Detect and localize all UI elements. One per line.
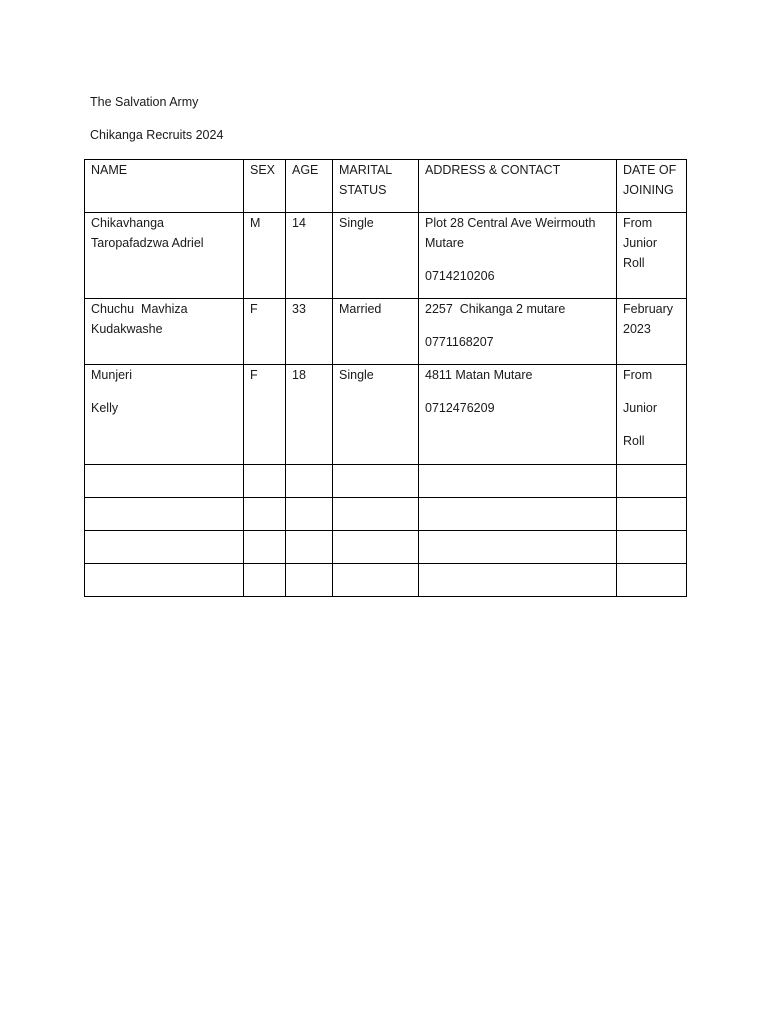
header-age: [286, 160, 333, 213]
header-date-line-1: DATE OF: [623, 163, 677, 177]
cell-sex: [244, 365, 286, 465]
empty-cell: [85, 465, 244, 498]
cell-name: [85, 213, 244, 299]
cell-sex: [244, 213, 286, 299]
marital-value: Single: [339, 216, 374, 230]
empty-cell: [85, 531, 244, 564]
age-value: 18: [292, 368, 306, 382]
empty-cell: [333, 465, 419, 498]
address-line: 2257 Chikanga 2 mutare: [425, 302, 566, 316]
date-line: From: [623, 368, 653, 382]
empty-table-row: [85, 465, 687, 498]
address-line: Mutare: [425, 236, 464, 250]
empty-cell: [286, 531, 333, 564]
date-line: 2023: [623, 322, 651, 336]
empty-cell: [419, 564, 617, 597]
header-sex: [244, 160, 286, 213]
table-row: [85, 299, 687, 365]
name-line: Munjeri: [91, 368, 132, 382]
cell-marital-status: [333, 365, 419, 465]
age-value: 33: [292, 302, 306, 316]
empty-cell: [85, 564, 244, 597]
cell-sex: [244, 299, 286, 365]
header-marital-line-2: STATUS: [339, 183, 387, 197]
age-value: 14: [292, 216, 306, 230]
cell-date-of-joining: [617, 213, 687, 299]
header-name: [85, 160, 244, 213]
marital-value: Single: [339, 368, 374, 382]
header-marital-status: [333, 160, 419, 213]
name-line: Taropafadzwa Adriel: [91, 236, 204, 250]
cell-address-contact: [419, 365, 617, 465]
empty-cell: [617, 498, 687, 531]
empty-cell: [333, 498, 419, 531]
empty-table-row: [85, 531, 687, 564]
address-paragraph: [425, 299, 611, 319]
header-date-of-joining: [617, 160, 687, 213]
address-paragraph: [425, 213, 611, 253]
date-line: Roll: [623, 434, 645, 448]
date-line: Junior: [623, 236, 658, 250]
empty-cell: [286, 498, 333, 531]
empty-cell: [286, 465, 333, 498]
header-date-line-2: JOINING: [623, 183, 674, 197]
date-line: From: [623, 216, 653, 230]
name-line: Chikavhanga: [91, 216, 164, 230]
sex-value: M: [250, 216, 261, 230]
cell-marital-status: [333, 213, 419, 299]
table-header-row: [85, 160, 687, 213]
table-row: [85, 365, 687, 465]
cell-name: [85, 365, 244, 465]
empty-cell: [286, 564, 333, 597]
contact-number: 0771168207: [425, 335, 494, 349]
empty-cell: [85, 498, 244, 531]
sex-value: F: [250, 368, 258, 382]
cell-date-of-joining: [617, 365, 687, 465]
empty-cell: [419, 498, 617, 531]
empty-cell: [244, 465, 286, 498]
empty-cell: [617, 564, 687, 597]
cell-age: [286, 365, 333, 465]
header-address-contact: [419, 160, 617, 213]
header-sex-label: SEX: [250, 163, 276, 177]
recruits-table: [84, 159, 687, 597]
cell-address-contact: [419, 213, 617, 299]
header-name-label: NAME: [91, 163, 128, 177]
marital-value: Married: [339, 302, 382, 316]
empty-cell: [333, 564, 419, 597]
empty-cell: [617, 531, 687, 564]
empty-cell: [419, 465, 617, 498]
address-line: 4811 Matan Mutare: [425, 368, 533, 382]
cell-marital-status: [333, 299, 419, 365]
address-line: Plot 28 Central Ave Weirmouth: [425, 216, 596, 230]
date-line: February: [623, 302, 674, 316]
contact-number: 0712476209: [425, 401, 495, 415]
empty-cell: [419, 531, 617, 564]
empty-cell: [244, 564, 286, 597]
document-subtitle: Chikanga Recruits 2024: [90, 128, 224, 142]
header-age-label: AGE: [292, 163, 319, 177]
header-marital-line-1: MARITAL: [339, 163, 393, 177]
cell-age: [286, 299, 333, 365]
sex-value: F: [250, 302, 258, 316]
empty-cell: [244, 531, 286, 564]
header-address-label: ADDRESS & CONTACT: [425, 163, 561, 177]
cell-age: [286, 213, 333, 299]
empty-cell: [333, 531, 419, 564]
name-line: Chuchu Mavhiza: [91, 302, 188, 316]
table-row: [85, 213, 687, 299]
cell-date-of-joining: [617, 299, 687, 365]
cell-name: [85, 299, 244, 365]
name-line: Kudakwashe: [91, 322, 163, 336]
empty-table-row: [85, 498, 687, 531]
contact-number: 0714210206: [425, 269, 495, 283]
empty-cell: [244, 498, 286, 531]
name-line: Kelly: [91, 401, 119, 415]
empty-cell: [617, 465, 687, 498]
organization-title: The Salvation Army: [90, 95, 199, 109]
empty-table-row: [85, 564, 687, 597]
cell-address-contact: [419, 299, 617, 365]
date-line: Roll: [623, 256, 645, 270]
date-line: Junior: [623, 401, 658, 415]
